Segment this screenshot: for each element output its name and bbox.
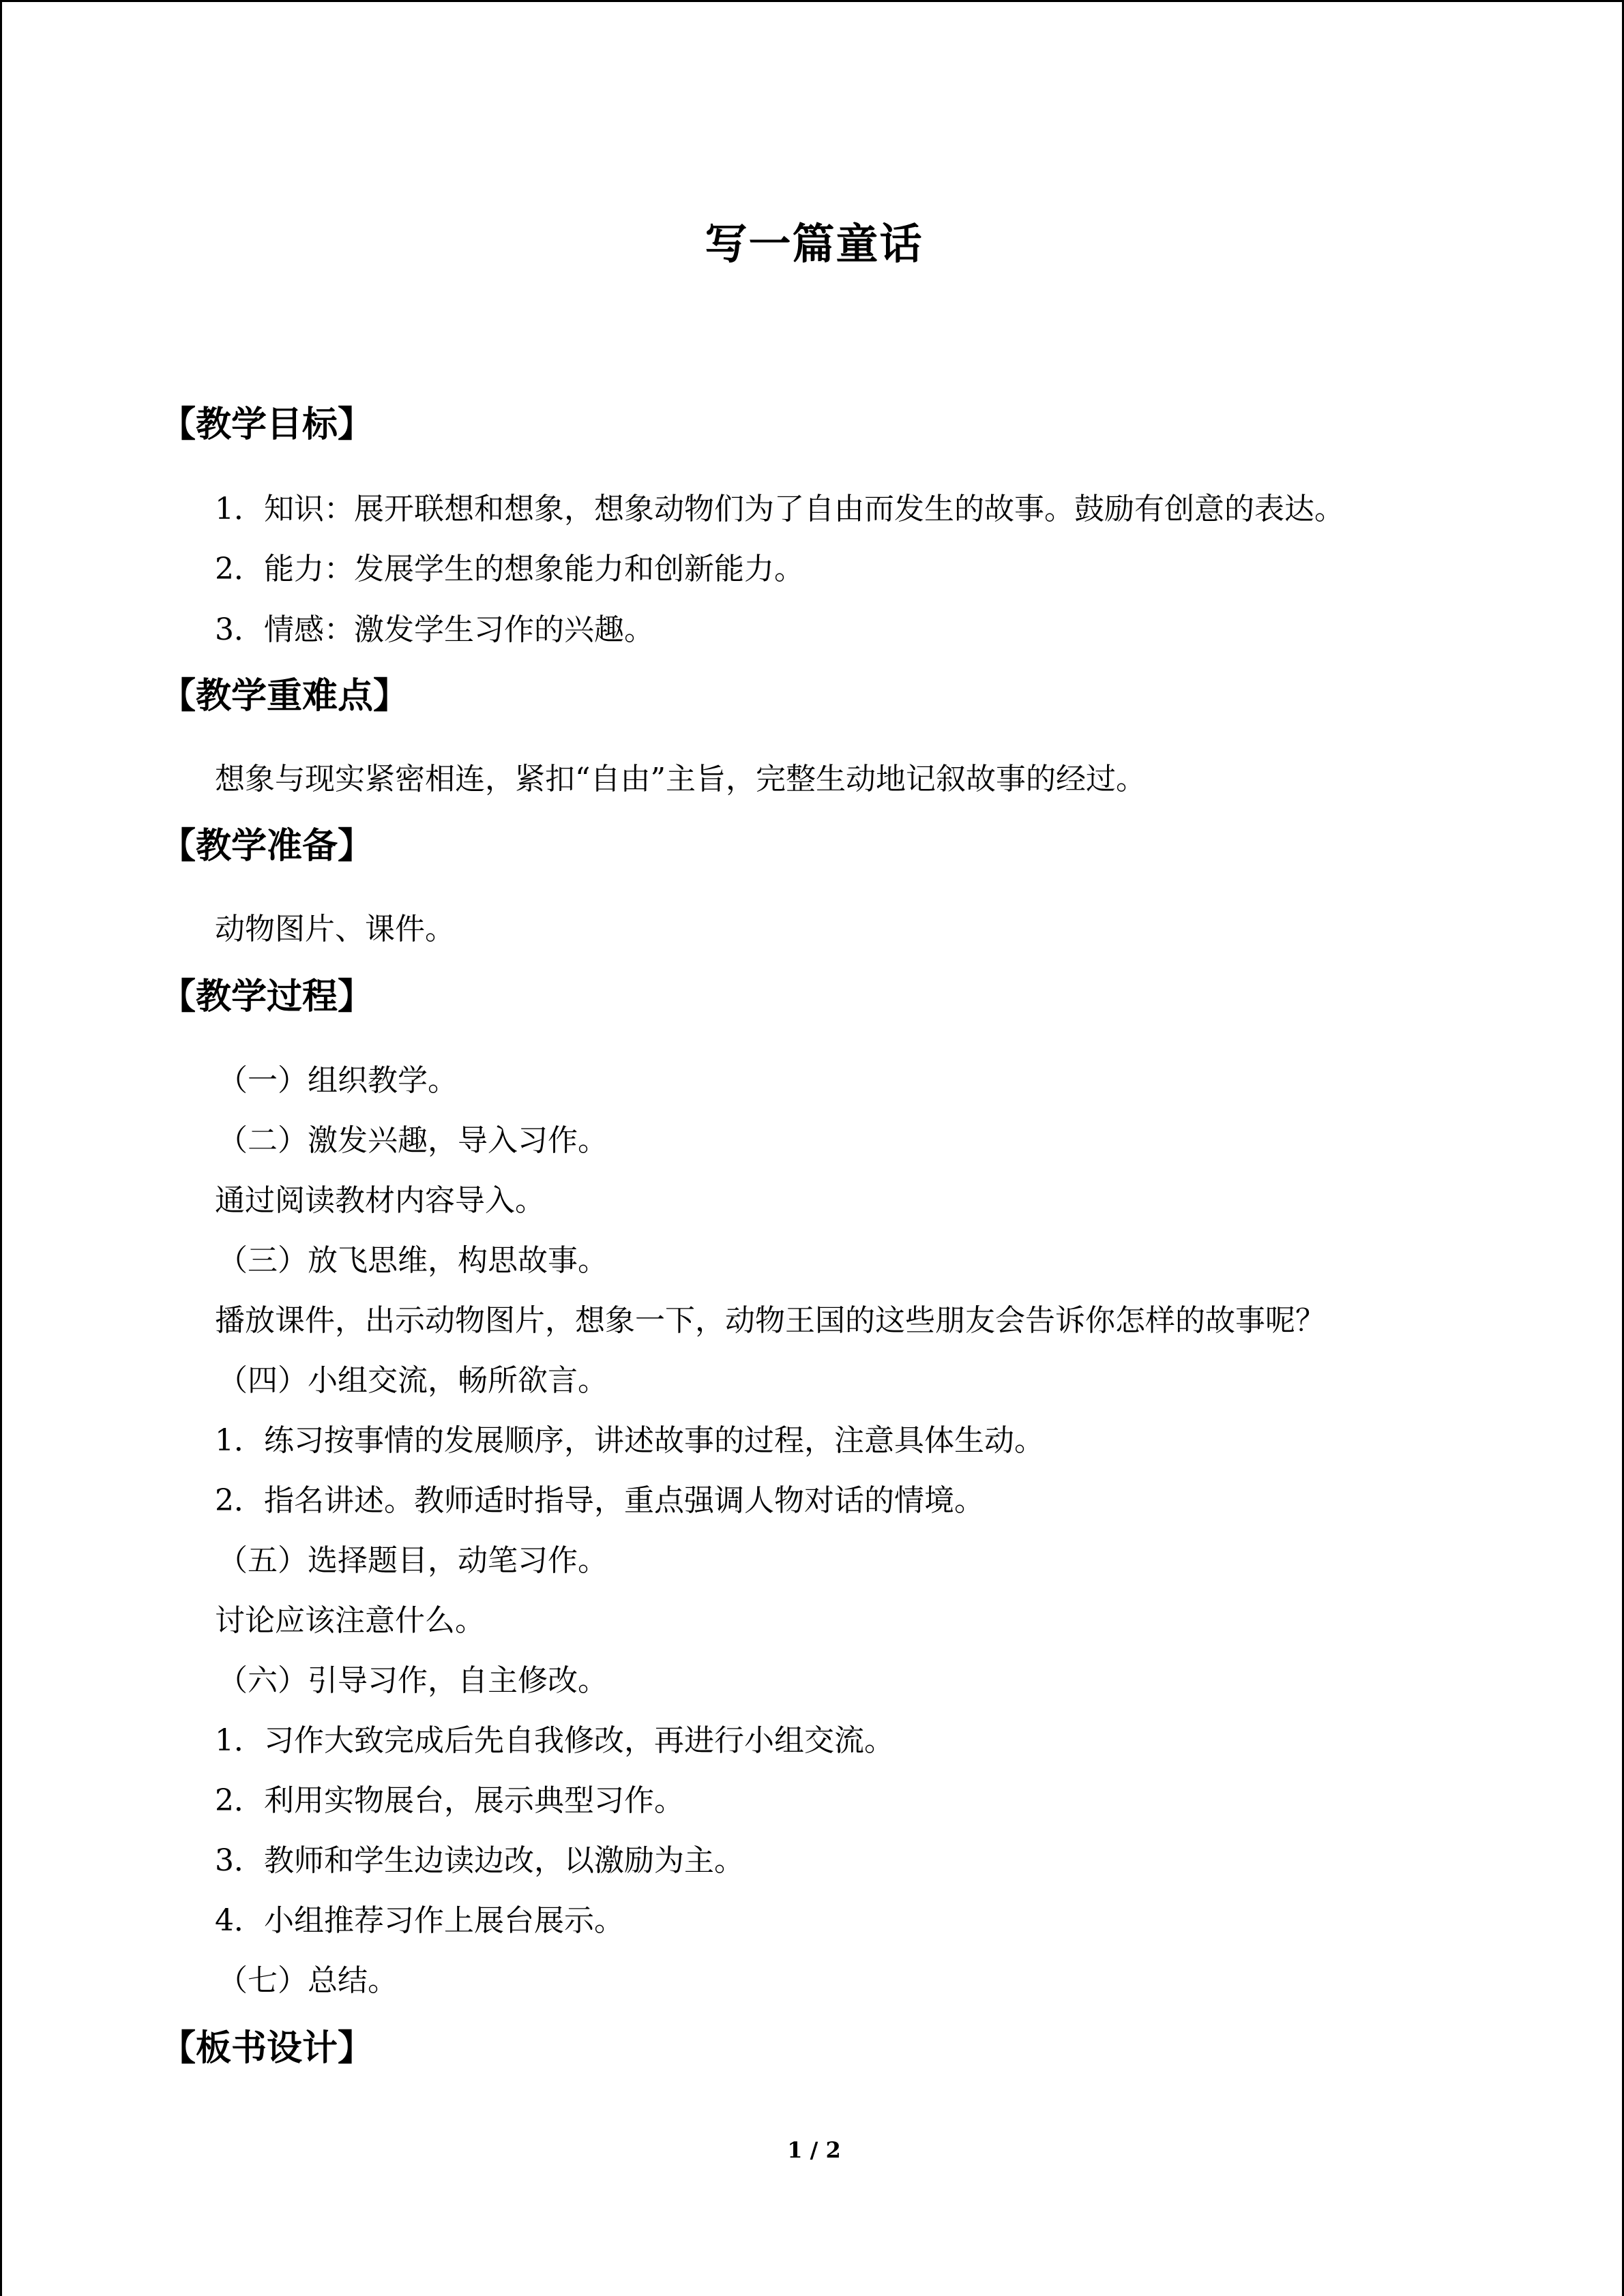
process-line: 1．练习按事情的发展顺序，讲述故事的过程，注意具体生动。 [215,1423,1044,1458]
process-line: （一）组织教学。 [218,1063,458,1098]
preparation-text: 动物图片、课件。 [215,912,455,946]
process-line: （二）激发兴趣，导入习作。 [218,1123,608,1158]
page-number: 1 / 2 [787,2137,841,2163]
process-line: 4．小组推荐习作上展台展示。 [215,1903,624,1938]
process-line: 通过阅读教材内容导入。 [215,1183,545,1218]
process-line: （七）总结。 [218,1963,398,1998]
process-line: （六）引导习作，自主修改。 [218,1663,608,1698]
process-line: （四）小组交流，畅所欲言。 [218,1363,608,1398]
process-line: （五）选择题目，动笔习作。 [218,1543,608,1578]
heading-key-points: 【教学重难点】 [160,675,409,717]
heading-preparation: 【教学准备】 [160,825,374,867]
process-line: 1．习作大致完成后先自我修改，再进行小组交流。 [215,1723,894,1758]
key-points-text: 想象与现实紧密相连，紧扣“自由”主旨，完整生动地记叙故事的经过。 [215,762,1146,796]
process-line: 播放课件，出示动物图片，想象一下，动物王国的这些朋友会告诉你怎样的故事呢？ [215,1303,1325,1338]
process-line: 2．利用实物展台，展示典型习作。 [215,1783,684,1818]
objective-item-1: 1．知识：展开联想和想象，想象动物们为了自由而发生的故事。鼓励有创意的表达。 [215,492,1344,526]
process-line: （三）放飞思维，构思故事。 [218,1243,608,1278]
heading-process: 【教学过程】 [160,976,374,1017]
objective-item-2: 2．能力：发展学生的想象能力和创新能力。 [215,552,804,586]
page-title: 写一篇童话 [705,219,924,269]
process-line: 3．教师和学生边读边改，以激励为主。 [215,1843,744,1878]
objective-item-3: 3．情感：激发学生习作的兴趣。 [215,612,654,647]
process-line: 2．指名讲述。教师适时指导，重点强调人物对话的情境。 [215,1483,984,1518]
heading-board-design: 【板书设计】 [160,2027,374,2069]
heading-objectives: 【教学目标】 [160,404,374,445]
process-line: 讨论应该注意什么。 [215,1603,485,1638]
